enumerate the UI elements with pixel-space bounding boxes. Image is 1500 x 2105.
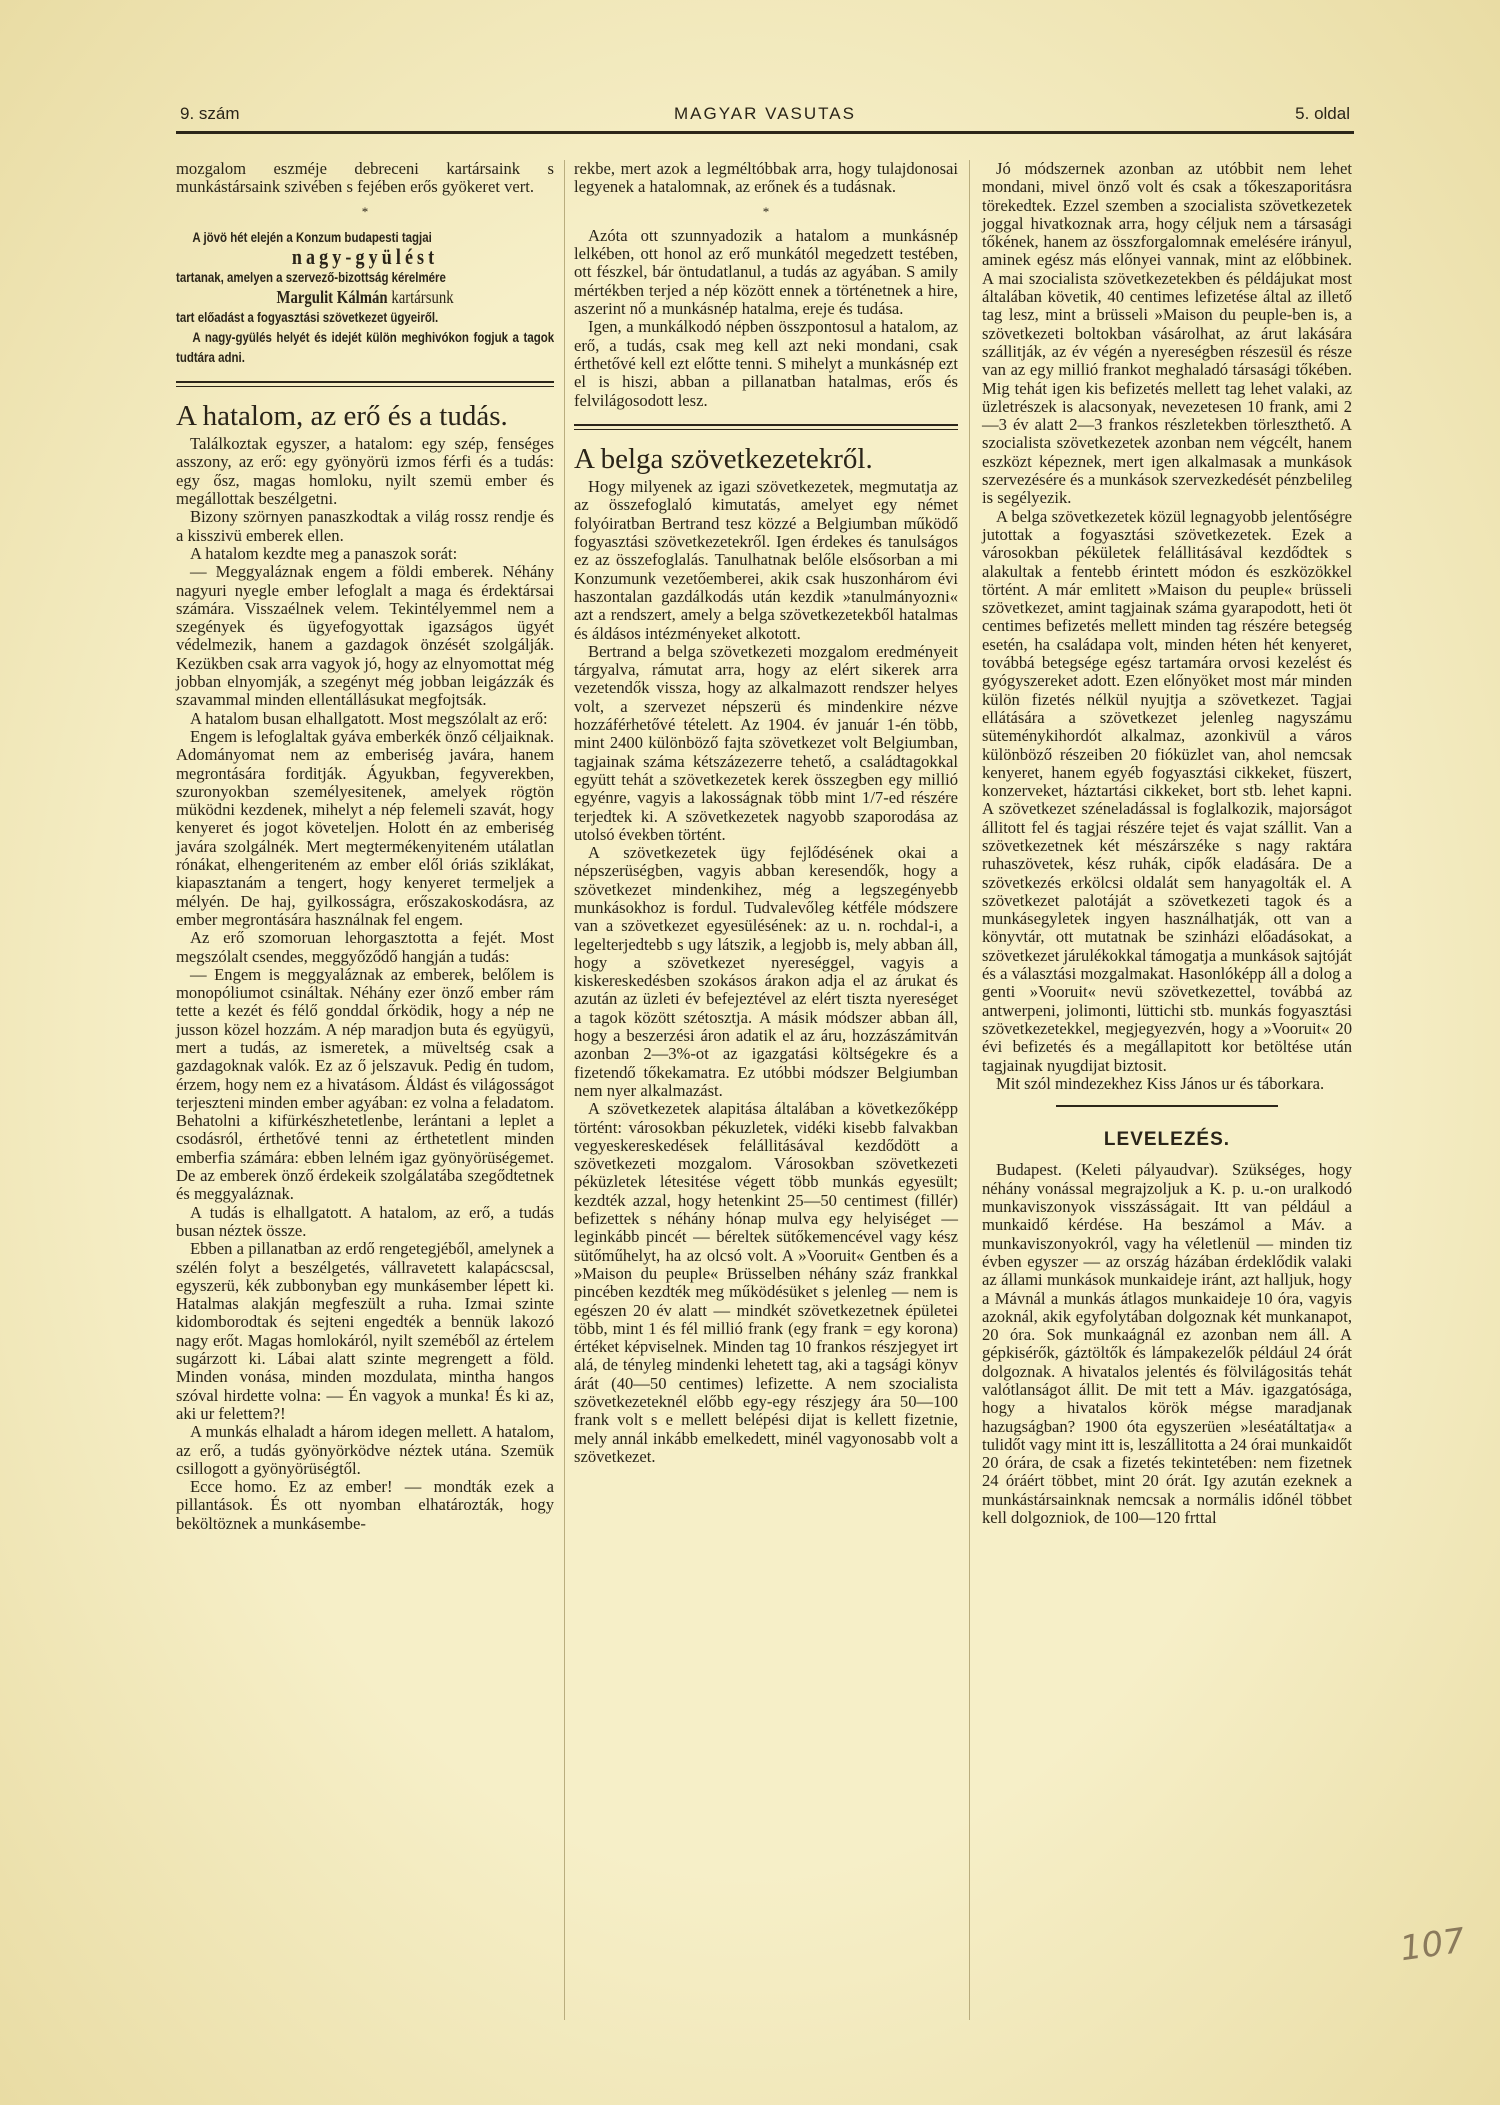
article-title: A belga szövetkezetekről.	[574, 442, 873, 475]
notice-line: A jövö hét elején a Konzum budapesti tagjai	[192, 228, 432, 245]
paragraph: Engem is lefoglaltak gyáva emberkék önző céljaiknak. Adományomat nem az emberiség javára, hanem megrontására forditják. Ágyukban, fegyverekben, szuronyokban személyesitenek, amelyek rögtön müködni kezdenek, mihelyt a nép felemeli szavát, hogy kenyeret és jogot követeljen. Holott én az emberiség javára szolgálnék. Mert megtermékenyiteném utálatlan rónákat, elhengeriteném az ember elől óriás sziklákat, kiapasztanám a tengert, hogy kenyeret termeljek a mélyén. De haj, gyilkosságra, erőszakoskodásra, az ember megrontására használnak fel engem.	[176, 726, 554, 929]
article-body	[574, 227, 958, 410]
paragraph: A szövetkezetek ügy fejlődésének okai a népszerüségben, vagyis abban keresendők, hogy a szövetkezet mindenkihez, még a legszegényebb munkásokhoz is fordul. Tudvalevőleg kétféle módszere van a szövetkezet egyesülésének: az u. n. rochdal-i, a legelterjedtebb s ugy látszik, a legjobb is, mely abban áll, hogy a szövetkezet nyereséggel, vagyis a kiskereskedésben szokásos árakon adja el az árukat és azután az üzleti év befejeztével az elért tiszta nyereséget a tagok között szétosztja. A másik módszer abban áll, hogy a beszerzési áron adatik el az áru, hozzászámitván azonban 2—3%-ot az igazgatási költségekre és a fizetendő tőkekamatra. Ez utóbbi módszer Belgiumban nem nyer alkalmazást.	[574, 843, 958, 1100]
paragraph: Találkoztak egyszer, a hatalom: egy szép, fenséges asszony, az erő: egy gyönyörü izmos férfi és a tudás: egy ősz, magas homloku, nyilt szemü ember és megállottak beszélgetni.	[176, 434, 554, 509]
double-rule	[176, 381, 554, 387]
article-body	[574, 478, 958, 1466]
paragraph: A hatalom kezdte meg a panaszok sorát:	[190, 543, 458, 563]
column-1	[176, 160, 554, 1533]
paragraph: Azóta ott szunnyadozik a hatalom a munkásnép lelkében, ott honol az erő munkától megedzett testében, ott fészkel, bár öntudatlanul, a tudás az agyában. S amily mértékben terjed a nép között ennek a történetnek a hire, aszerint nő a munkásnép hatalma, ereje és tudása.	[574, 225, 958, 319]
section-rule	[1056, 1105, 1278, 1107]
paragraph: Bertrand a belga szövetkezeti mozgalom eredményeit tárgyalva, rámutat arra, hogy az elért sikerek arra vezetendők vissza, hogy az alkalmazott rendszer helyes volt, a szervezet népszerü és mindenkire nézve hozzáférhetővé tételett. Az 1904. év január 1-én több, mint 2400 különböző fajta szövetkezet volt Belgiumban, tagjainak száma kétszázezerre tehető, a családtagokkal együtt tehát a szövetkezetek kerek összegben egy millió egyénre, vagyis a lakosságnak több mint 1/7-ed részére terjedtek ki. A szövetkezetek nagyobb szaporodása az utolsó években történt.	[574, 641, 958, 844]
paragraph: Jó módszernek azonban az utóbbit nem lehet mondani, mivel önző volt és csak a tőkeszaporitásra törekedtek. Ezzel szemben a szocialista szövetkezetek joggal hivatkoznak arra, hogy céljuk nem a társasági tőkének, hanem az összforgalomnak emelésére irányul, aminek egész más előnyei vannak, mint az előbbinek. A mai szocialista szövetkezetekben és példájukat most általában követik, 40 centimes lefizetése által az illető tag lesz, mint a brüsseli »Maison du peuple-ben is, a szövetkezeti boltokban vásárolhat, az árut lakására szállitják, az év végén a nyereségben részesül és része van az egy millió frankot meghaladó társasági tőkében. Mig tehát igen kis befizetés mellett tag lehet valaki, az üzletrészek is alacsonyak, nevezetesen 10 frank, ami 2—3 év alatt 2—3 frankos részletekben törleszthető. A szocialista szövetkezetek azonban nem végcélt, hanem eszközt képeznek, mert igen alkalmasak a munkások szervezésére és a munkások szervezkedését pénzbelileg is segélyezik.	[982, 159, 1352, 508]
article-body	[176, 435, 554, 1533]
meeting-notice	[176, 227, 554, 367]
separator-star: *	[762, 203, 770, 219]
notice-speaker	[176, 287, 554, 307]
paragraph: A szövetkezetek alapitása általában a következőképp történt: városokban pékuzletek, vidéki kisebb falvakban vegyeskereskedések felállitásával kezdődött a szövetkezeti mozgalom. Városokban szövetkezeti péküzletek létesitése végett több munkás egyesült; kezdték azzal, hogy hetenkint 25—50 centimest (fillér) befizettek s néhány hónap mulva egy helyiséget — leginkább pincét — béreltek sütőkemencével vagy kész sütőműhelyt, ha az olcsó volt. A »Vooruit« Gentben és a »Maison du peuple« Brüsselben néhány száz frankkal pincében kezdték meg működésüket s jelenleg — nem is egészen 20 év alatt — mindkét szövetkezetnek épületei több, mint 1 és fél millió frank (egy frank = egy korona) értéket képviselnek. Minden tag 10 frankos részjegyet irt alá, de tényleg mindenki lehetett tag, aki a tagsági könyv árát (40—50 centimes) lefizette. A nem szocialista szövetkezeteknél előbb egy-egy részjegy ára 50—100 frank volt s e mellett belépési dijat is kellett fizetnie, mely annál inkább emelkedett, minél vagyonosabb volt a szövetkezet.	[574, 1099, 958, 1466]
paragraph: Ebben a pillanatban az erdő rengetegjéből, amelynek a szélén folyt a beszélgetés, vállravetett kalapácscsal, egyszerü, kék zubbonyban egy munkásember lépett ki. Hatalmas alakján megfeszült a ruha. Izmai szinte kidomborodtak és sejteni engedték a bennük lakozó nagy erőt. Magas homlokáról, nyilt szeméből az értelem sugárzott ki. Lábai alatt szinte megrengett a föld. Minden vonása, minden mozdulata, mintha hangos szóval hirdette volna: — Én vagyok a munka! És ki az, aki ur felettem?!	[176, 1239, 554, 1423]
paragraph: Budapest. (Keleti pályaudvar). Szükséges, hogy néhány vonással megrajzoljuk a K. p. u.-on uralkodó munkaviszonyok visszásságait. Itt van például a munkaidő kérdése. Ha beszámol a Máv. a munkaviszonyokról, vagy ha véletlenül — minden tiz évben egyszer — az ország házában érdeklődik valaki az állami munkások munkaideje iránt, azt halljuk, hogy a Mávnál a munkás átlagos munkaideje 10 óra, vagyis azoknál, akik egyfolytában dolgoznak két munkanapot, 20 óra. Sok munkaágnál ez azonban nem áll. A gépkisérők, gáztöltők és lámpakezelők például 24 órát dolgoznak. A hivatalos jelentés és fölvilágositás tehát valótlanságot állit. De mit tett a Máv. igazgatósága, hogy a hivatalos körök mégse maradjanak hazugságban? 1900 óta egyszerüen »leséatáltatja« a tulidőt vagy mint itt is, leszállitotta a 24 órai munkaidőt 20 órára, de csak a fizetés tekintetében: nem fizetnek 24 óráért többet, mint 20 órát. Igy azután ezeknek a munkástársainknak nemcsak a normális időnél többet kell dolgozniok, de 100—120 frttal	[982, 1160, 1352, 1528]
paragraph: — Engem is meggyaláznak az emberek, belőlem is monopóliumot csináltak. Néhány ezer önző ember rám tette a kezét és félő gonddal őrködik, hogy a nép ne jusson közel hozzám. A nép maradjon buta és együgyü, mert a tudás, az ismeretek, a müveltség csak a gazdagoknak valók. Ez az ő jelszavuk. Pedig én tudom, érzem, hogy nem ez a hivatásom. Áldást és világosságot terjeszteni minden ember agyában: ez volna a feladatom. Behatolni a kifürkészhetetlenbe, lerántani a leplet a csodásról, érthetővé tenni az érthetetlent minden emberfia számára: ebben lelném igaz gyönyörüségemet. De az emberek önző érdekeik szolgálatába szegődtetnek és meggyaláznak.	[176, 964, 554, 1204]
paragraph: Ecce homo. Ez az ember! — mondták ezek a pillantások. És ott nyomban elhatározták, hogy beköltöznek a munkásembe-	[176, 1477, 554, 1533]
notice-headline: nagy-gyülést	[291, 243, 439, 269]
paragraph: A hatalom busan elhallgatott. Most megszólalt az erő:	[190, 708, 548, 728]
notice-line: tartanak, amelyen a szervező-bizottság kérelmére	[176, 268, 446, 285]
paragraph: Az erő szomoruan lehorgasztotta a fejét. Most megszólalt csendes, meggyőződő hangján a tudás:	[176, 928, 554, 966]
column-3	[982, 160, 1352, 1527]
paragraph: rekbe, mert azok a legméltóbbak arra, hogy tulajdonosai legyenek a hatalomnak, az erőnek és a tudásnak.	[574, 159, 958, 197]
handwritten-page-number: 107	[1397, 1920, 1468, 1970]
page-header	[180, 104, 1350, 130]
paragraph: Hogy milyenek az igazi szövetkezetek, megmutatja az az összefoglaló kimutatás, amelyet egy német folyóiratban Bertrand tesz közzé a Belgiumban működő fogyasztási szövetkezetekről. Igen érdekes és tanulságos ez az összefoglalás. Tanulhatnak belőle elsősorban a mi Konzumunk vezetőemberei, akik csak huszonhárom évi haszontalan gazdálkodás után kezdik »tanulmányozni« azt a rendszert, amely a belga szövetkezetekből hatalmas és áldásos intézményeket alkotott.	[574, 477, 958, 643]
notice-line: A nagy-gyülés helyét és idejét külön meghivókon fogjuk a tagok tudtára adni.	[176, 328, 555, 365]
paragraph: — Meggyaláznak engem a földi emberek. Néhány nagyuri nyegle ember lefoglalt a maga és érdektársai számára. Visszaélnek velem. Tekintélyemmel nem a szegények és ügyefogyottak igazságos ügyét védelmezik, hanem a gazdagok önzését szolgálják. Kezükben csak arra vagyok jó, hogy az elnyomottat még jobban elnyomják, a szegényt még jobban leigázzák és szavammal minden ellentállásukat megfojtsák.	[176, 562, 554, 710]
double-rule	[574, 424, 958, 430]
correspondence-body	[982, 1161, 1352, 1527]
paragraph: A munkás elhaladt a három idegen mellett. A hatalom, az erő, a tudás gyönyörködve néztek utána. Szemük csillogott a gyönyörüségtől.	[176, 1422, 554, 1478]
paragraph: A belga szövetkezetek közül legnagyobb jelentőségre jutottak a fogyasztási szövetkezetek. Ezek a városokban pékületek felállitásával kezdődtek s alakultak a fentebb érintett módon és eszközökkel történt. A már emlitett »Maison du peuple« brüsseli szövetkezet, amint tagjainak száma gyarapodott, heti öt centimes befizetés mellett minden tag részére betegség esetén, ha családapa volt, minden héten hét kenyeret, továbbá betegsége egész tartamára orvosi kezelést és gyógyszereket adott. Ezen előnyöket most már minden külön fizetés nélkül nyujtja a szövetkezet. Tagjai ellátására a szövetkezet jelenleg nagyszámu süteménykihordót alkalmaz, azonkivül a város különböző részeiben 20 fióküzlet van, ahol nemcsak kenyeret, hanem egyéb fogyasztási cikkeket, füszert, konzerveket, háztartási cikkeket, bort stb. lehet kapni. A szövetkezet széneladással is foglalkozik, majorságot állitott fel és tagjai részére tejet és vajat szállit. Van a szövetkezetnek két mészárszéke s nagy raktára ruhaszövetek, kész ruhák, cipők eladására. De a szövetkezés erkölcsi oldalát sem hanyagolták el. A szövetkezet palotáját a szövetkezeti tagok és a munkásegyletek ingyen használhatják, ott van a könyvtár, ott mutatnak be szinházi előadásokat, a szövetkezet járulékokkal támogatja a munkások sajtóját és a választási mozgalmakat. Hasonlóképp áll a dolog a genti »Vooruit« nevü szövetkezettel, továbbá az antwerpeni, jolimonti, lüttichi stb. munkás fogyasztási szövetkezetekkel, megjegyezvén, hogy a »Vooruit« 20 évi befizetés és a megállapitott kor betöltése után tagjainak nyugdijat biztosit.	[982, 506, 1353, 1075]
column-2	[574, 160, 958, 1466]
paragraph: Mit szól mindezekhez Kiss János ur és táborkara.	[996, 1073, 1325, 1093]
paragraph: Igen, a munkálkodó népben összpontosul a hatalom, az erő, a tudás, csak meg kell azt neki mondani, csak érthetővé kell ezt előtte tenni. S mihelyt a munkásnép ezt el is hiszi, abban a pillanatban hatalmas, erős és felvilágosodott lesz.	[574, 317, 958, 410]
speaker-name: Margulit Kálmán	[276, 286, 388, 307]
article-title: A hatalom, az erő és a tudás.	[176, 399, 508, 432]
column-divider	[564, 160, 565, 2020]
paragraph: Bizony szörnyen panaszkodtak a világ rossz rendje és a kisszivü emberek ellen.	[176, 507, 554, 545]
paragraph: A tudás is elhallgatott. A hatalom, az erő, a tudás busan néztek össze.	[176, 1202, 554, 1240]
issue-number: 9. szám	[180, 104, 240, 123]
page-number: 5. oldal	[1295, 104, 1350, 123]
header-rule	[176, 131, 1354, 134]
column-divider	[969, 160, 970, 2020]
paragraph: mozgalom eszméje debreceni kartársaink s munkástársaink szivében s fejében erős gyökeret vert.	[176, 159, 554, 197]
separator-star: *	[361, 203, 369, 219]
newspaper-title: MAGYAR VASUTAS	[674, 104, 856, 123]
article-body	[982, 160, 1352, 1093]
notice-line: tart előadást a fogyasztási szövetkezet ügyeiről.	[176, 308, 439, 325]
speaker-suffix: kartársunk	[387, 286, 454, 307]
section-title: LEVELEZÉS.	[1103, 1129, 1231, 1151]
